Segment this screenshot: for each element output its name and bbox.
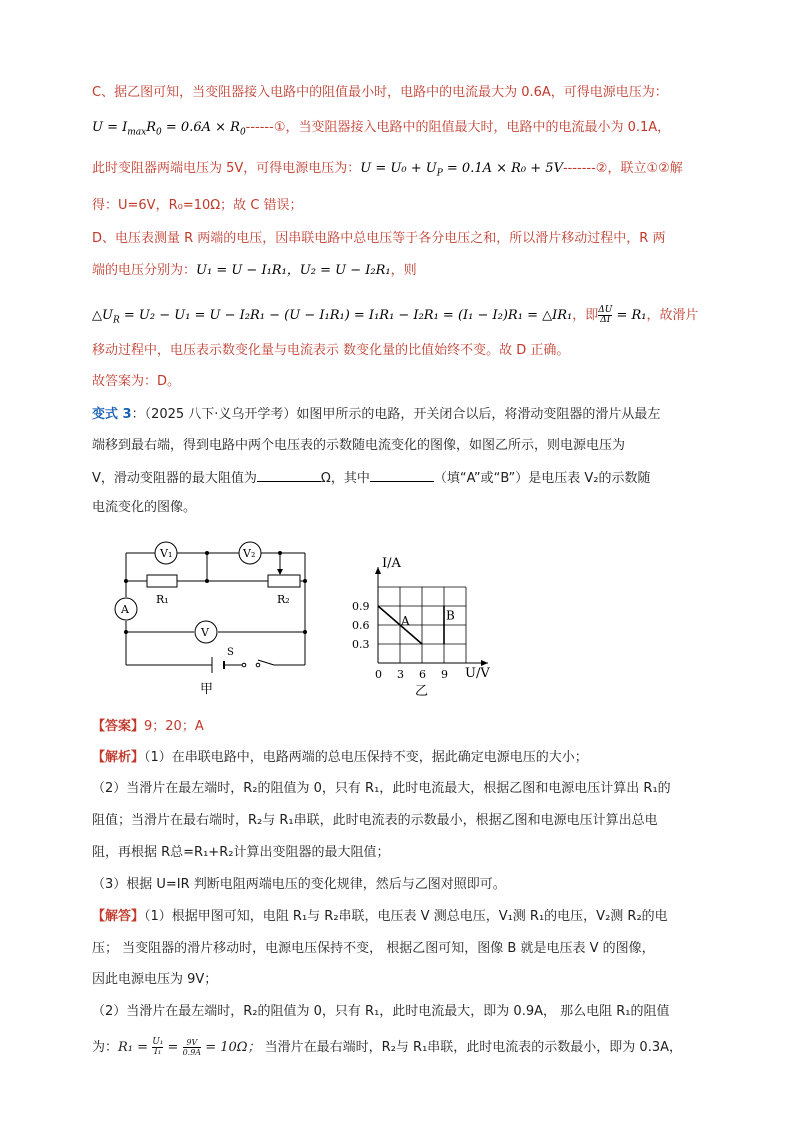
analysis-row5: （3）根据 U=IR 判断电阻两端电压的变化规律，然后与乙图对照即可。 — [92, 877, 506, 892]
question-line2: 端移到最右端，得到电路中两个电压表的示数随电流变化的图像，如图乙所示，则电源电压为 — [92, 438, 626, 453]
label-v2: V₂ — [243, 547, 256, 560]
blank-3 — [370, 468, 434, 482]
graph-grid — [378, 587, 466, 663]
series-a-label: A — [401, 614, 410, 628]
graph-ylabel: I/A — [382, 556, 401, 571]
answer-line: 故答案为：D。 — [92, 374, 181, 389]
iu-graph — [345, 545, 505, 700]
eq-umax: $U = I_{max}R_0 = 0.6A \times R_0$ — [92, 120, 246, 138]
solution-c-line1: C、据乙图可知，当变阻器接入电路中的阻值最小时，电路中的电流最大为 0.6A，可得电源电压为： — [92, 85, 668, 100]
solution-row1: 【解答】（1）根据甲图可知，电阻 R₁与 R₂串联，电压表 V 测总电压，V₁测 R₁的电压，V₂测 R₂的电 — [92, 909, 668, 924]
x-tick-label: 0 — [375, 668, 382, 681]
x-tick-label: 9 — [441, 668, 448, 681]
solution-d-line4: 移动过程中，电压表示数变化量与电流表示 数变化量的比值始终不变。故 D 正确。 — [92, 343, 570, 358]
solution-c-text2: ------①，当变阻器接入电路中的阻值最大时，电路中的电流最小为 0.1A， — [245, 120, 671, 135]
circuit-diagram — [100, 535, 320, 700]
solution-row5: 为：R₁ = $\frac{\text{U₁}}{\text{I₁}}$ = $\frac{9V}{0.9A}$ = 10Ω； 当滑片在最右端时，R₂与 R₁串联，此时电流表的示数最小，即为 0.3A， — [92, 1037, 682, 1057]
caption-yi: 乙 — [415, 684, 429, 699]
blank-2 — [257, 468, 321, 482]
label-s: S — [227, 647, 234, 658]
solution-row4: （2）当滑片在最左端时，R₂的阻值为 0，只有 R₁，此时电流最大，即为 0.9A， 那么电阻 R₁的阻值 — [92, 1004, 670, 1019]
solution-c-line3: 此时变阻器两端电压为 5V，可得电源电压为：$U = U_0 + U_P = 0.1A \times R_0$ + 5V-------②，联立①②解 — [92, 161, 683, 179]
solution-d-line2: 端的电压分别为：U₁ = U − I₁R₁，U₂ = U − I₂R₁，则 — [92, 263, 417, 278]
analysis-row4: 阻，再根据 R总=R₁+R₂计算出变阻器的最大阻值； — [92, 845, 390, 860]
analysis-row2: （2）当滑片在最左端时，R₂的阻值为 0，只有 R₁，此时电流最大，根据乙图和电源电压计算出 R₁的 — [92, 781, 671, 796]
resistor-r1 — [147, 575, 177, 587]
solution-c-line2 — [92, 119, 670, 142]
question-line1: 变式 3：（2025 八下·义乌开学考）如图甲所示的电路，开关闭合以后，将滑动变阻器的滑片从最左 — [92, 407, 661, 422]
graph-axes — [375, 567, 488, 666]
label-v1: V₁ — [160, 547, 173, 560]
solution-c-line4: 得：U=6V，R₀=10Ω；故 C 错误； — [92, 198, 303, 213]
resistor-r2 — [268, 575, 300, 587]
y-tick-label: 0.3 — [352, 638, 370, 651]
question-line3: V，滑动变阻器的最大阻值为 Ω，其中 （填“A”或“B”）是电压表 V₂的示数随 — [92, 468, 651, 488]
solution-row3: 因此电源电压为 9V； — [92, 972, 218, 987]
question-label: 变式 3 — [92, 407, 132, 422]
label-r1: R₁ — [156, 593, 169, 606]
series-b-label: B — [446, 608, 455, 623]
graph-xlabel: U/V — [465, 666, 490, 681]
label-v: V — [201, 626, 209, 639]
answer-row: 【答案】9；20；A — [92, 719, 204, 734]
analysis-row1: 【解析】（1）在串联电路中，电路两端的总电压保持不变，据此确定电源电压的大小； — [92, 750, 588, 765]
solution-row2: 压； 当变阻器的滑片移动时，电源电压保持不变， 根据乙图可知，图像 B 就是电压表 V 的图像， — [92, 941, 655, 956]
solution-d-line1: D、电压表测量 R 两端的电压，因串联电路中总电压等于各分电压之和，所以滑片移动过程中，R 两 — [92, 231, 666, 246]
caption-jia: 甲 — [200, 682, 214, 697]
x-tick-label: 6 — [419, 668, 426, 681]
y-tick-label: 0.9 — [352, 600, 370, 613]
eq-umin: $U = U_0 + U_P = 0.1A \times R_0 + 5V$ — [360, 161, 563, 179]
label-r2: R₂ — [277, 593, 290, 606]
label-a: A — [121, 603, 129, 616]
analysis-row3: 阻值；当滑片在最右端时，R₂与 R₁串联，此时电流表的示数最小，根据乙图和电源电压计算出总电 — [92, 813, 658, 828]
question-line4: 电流变化的图像。 — [92, 500, 197, 515]
y-axis-arrow — [375, 567, 381, 574]
solution-d-line3: $\triangle U_R = U_2 - U_1 = U - I_2R_1 - (U - I_1R_1) = I_1R_1 - I_2R_1 = (I_1 - I_2)R_1$ = △IR₁，即 $\frac{\Delta U}{\Delta I}$ = R₁，故滑片 — [92, 305, 699, 326]
x-tick-label: 3 — [397, 668, 404, 681]
y-tick-label: 0.6 — [352, 619, 370, 632]
